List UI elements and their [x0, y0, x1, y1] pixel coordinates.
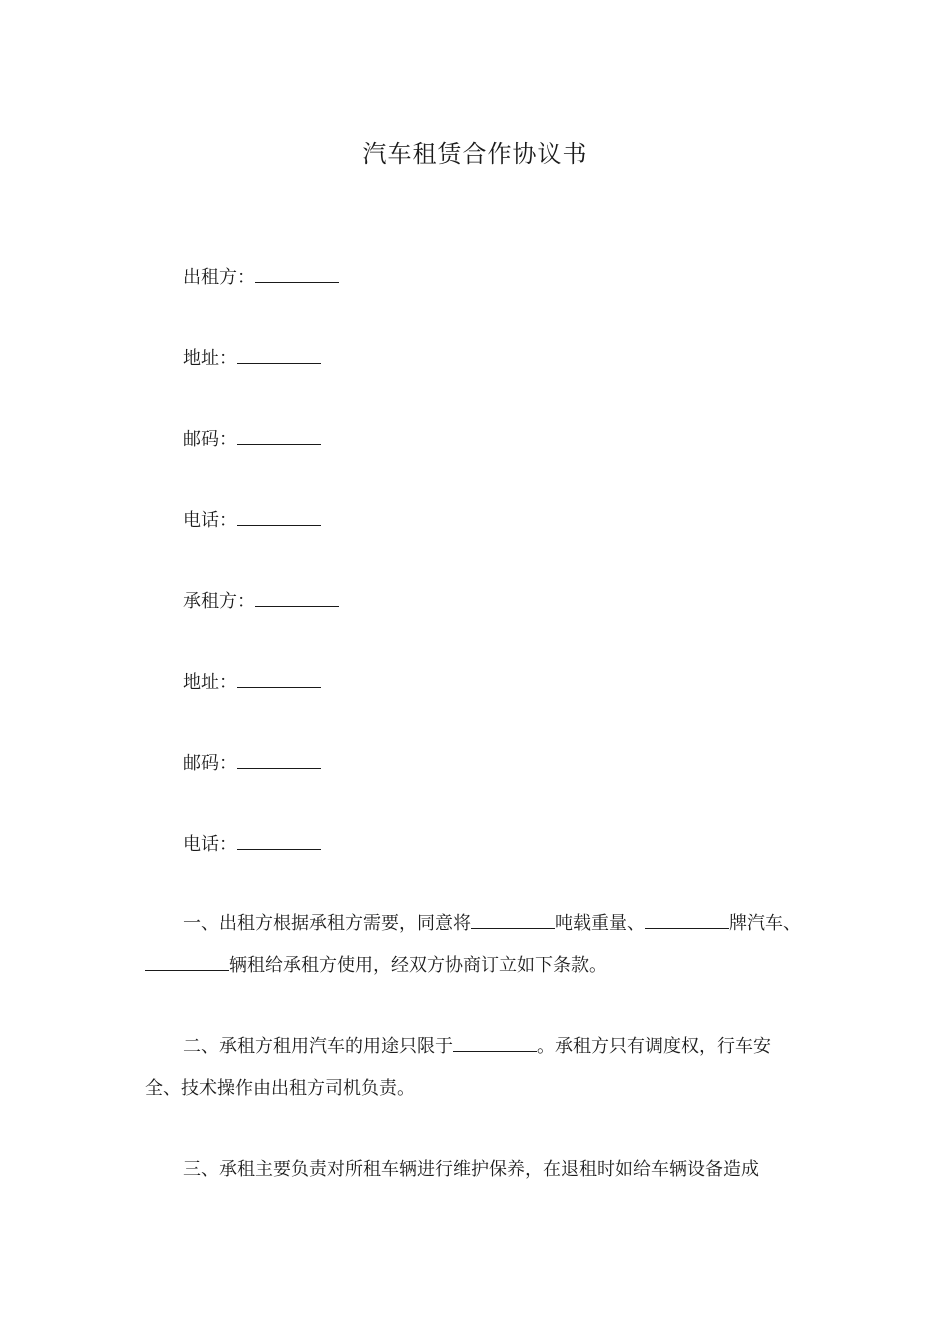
- clause-1-text-a: 一、出租方根据承租方需要，同意将: [183, 913, 471, 934]
- lessor-postcode-blank[interactable]: [237, 428, 321, 445]
- lessor-postcode-field: [183, 428, 321, 452]
- clause-2: [145, 1026, 805, 1110]
- lessee-party-label: 承租方：: [183, 591, 255, 612]
- lessor-address-blank[interactable]: [237, 347, 321, 364]
- lessor-postcode-label: 邮码：: [183, 429, 237, 450]
- lessor-party-field: [183, 266, 339, 290]
- lessee-address-label: 地址：: [183, 672, 237, 693]
- clause-3-text: 三、承租主要负责对所租车辆进行维护保养，在退租时如给车辆设备造成: [183, 1159, 759, 1180]
- lessee-party-field: [183, 590, 339, 614]
- lessor-party-label: 出租方：: [183, 267, 255, 288]
- clause-2-text-a: 二、承租方租用汽车的用途只限于: [183, 1036, 453, 1057]
- lessor-phone-field: [183, 509, 321, 533]
- lessee-address-field: [183, 671, 321, 695]
- clause-1-text-c: 牌汽车、: [729, 913, 801, 934]
- lessor-address-field: [183, 347, 321, 371]
- clause-3: [145, 1149, 805, 1191]
- vehicle-count-blank[interactable]: [145, 954, 229, 971]
- tonnage-blank[interactable]: [471, 912, 555, 929]
- lessee-postcode-field: [183, 752, 321, 776]
- lessor-address-label: 地址：: [183, 348, 237, 369]
- lessor-phone-blank[interactable]: [237, 509, 321, 526]
- usage-purpose-blank[interactable]: [453, 1035, 537, 1052]
- lessee-phone-field: [183, 833, 321, 857]
- lessee-phone-label: 电话：: [183, 834, 237, 855]
- clause-1-text-d: 辆租给承租方使用，经双方协商订立如下条款。: [229, 955, 607, 976]
- document-title: 汽车租赁合作协议书: [362, 140, 588, 168]
- lessee-postcode-label: 邮码：: [183, 753, 237, 774]
- clause-2-text-b: 。承租方只有调度权，行车安全、技术操作由出租方司机负责。: [145, 1036, 771, 1099]
- lessee-phone-blank[interactable]: [237, 833, 321, 850]
- lessor-phone-label: 电话：: [183, 510, 237, 531]
- clause-1-text-b: 吨载重量、: [555, 913, 645, 934]
- brand-blank[interactable]: [645, 912, 729, 929]
- clause-1: [145, 903, 805, 987]
- lessee-postcode-blank[interactable]: [237, 752, 321, 769]
- lessee-address-blank[interactable]: [237, 671, 321, 688]
- lessee-party-blank[interactable]: [255, 590, 339, 607]
- lessor-party-blank[interactable]: [255, 266, 339, 283]
